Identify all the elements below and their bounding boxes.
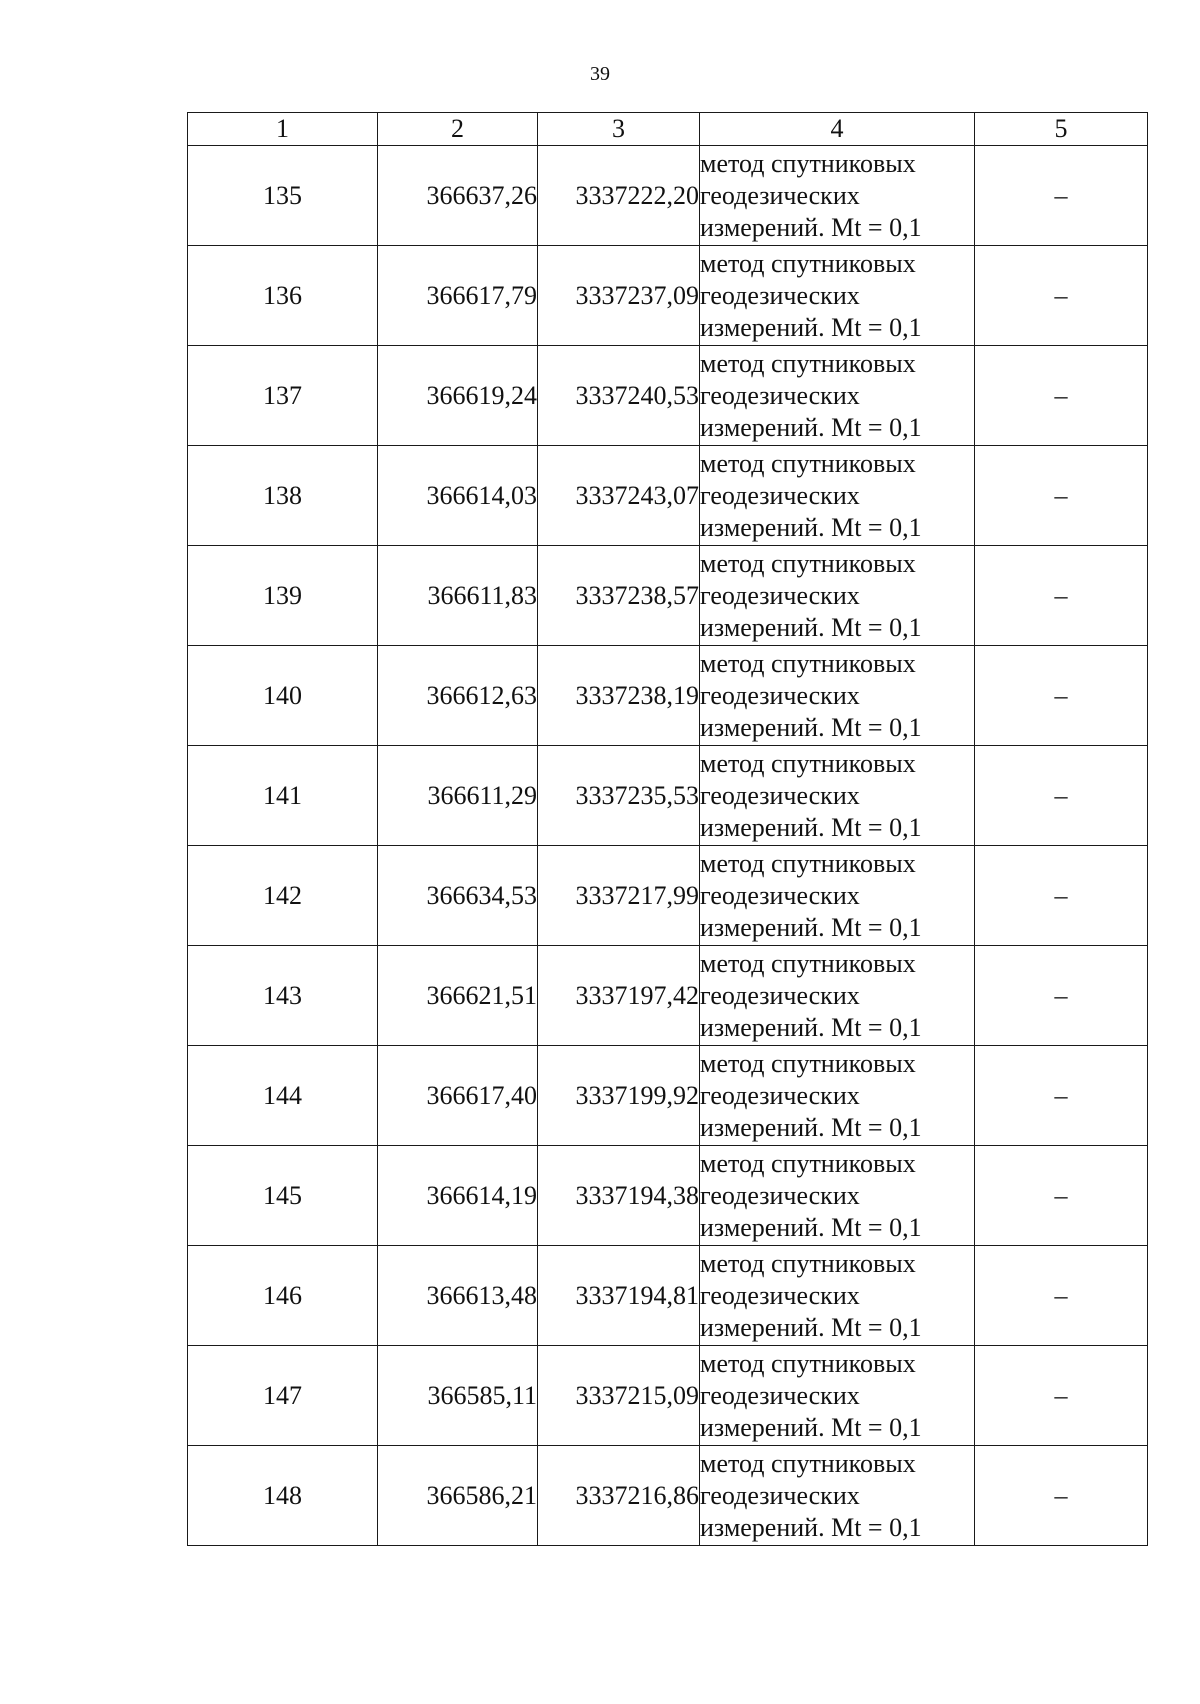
method-line: измерений. Mt = 0,1	[700, 912, 922, 942]
method-line: измерений. Mt = 0,1	[700, 412, 922, 442]
note-cell: –	[975, 1246, 1148, 1346]
method-cell	[700, 846, 975, 946]
note-cell: –	[975, 946, 1148, 1046]
method-line: геодезических	[700, 380, 860, 410]
table-row	[188, 1346, 1148, 1446]
x-coordinate-cell: 366611,29	[378, 746, 538, 846]
point-number-cell: 148	[188, 1446, 378, 1546]
table-row	[188, 1046, 1148, 1146]
x-coordinate-cell: 366619,24	[378, 346, 538, 446]
method-line: геодезических	[700, 580, 860, 610]
method-line: метод спутниковых	[700, 148, 916, 178]
method-line: измерений. Mt = 0,1	[700, 212, 922, 242]
point-number-cell: 146	[188, 1246, 378, 1346]
method-line: геодезических	[700, 1280, 860, 1310]
column-header-5: 5	[975, 113, 1148, 146]
note-cell: –	[975, 1046, 1148, 1146]
point-number-cell: 147	[188, 1346, 378, 1446]
method-line: геодезических	[700, 480, 860, 510]
method-line: измерений. Mt = 0,1	[700, 612, 922, 642]
method-line: метод спутниковых	[700, 748, 916, 778]
column-header-4: 4	[700, 113, 975, 146]
table-row	[188, 746, 1148, 846]
y-coordinate-cell: 3337194,38	[538, 1146, 700, 1246]
method-line: метод спутниковых	[700, 1048, 916, 1078]
note-cell: –	[975, 646, 1148, 746]
method-line: измерений. Mt = 0,1	[700, 1112, 922, 1142]
table-row	[188, 546, 1148, 646]
x-coordinate-cell: 366617,40	[378, 1046, 538, 1146]
method-cell	[700, 646, 975, 746]
method-cell	[700, 1446, 975, 1546]
x-coordinate-cell: 366613,48	[378, 1246, 538, 1346]
point-number-cell: 142	[188, 846, 378, 946]
page-number: 39	[590, 63, 610, 85]
note-cell: –	[975, 346, 1148, 446]
method-line: геодезических	[700, 1180, 860, 1210]
table-row	[188, 1446, 1148, 1546]
x-coordinate-cell: 366621,51	[378, 946, 538, 1046]
y-coordinate-cell: 3337216,86	[538, 1446, 700, 1546]
x-coordinate-cell: 366614,19	[378, 1146, 538, 1246]
method-cell	[700, 446, 975, 546]
coordinates-table	[187, 112, 1148, 1546]
method-line: метод спутниковых	[700, 1348, 916, 1378]
method-line: метод спутниковых	[700, 1148, 916, 1178]
point-number-cell: 143	[188, 946, 378, 1046]
method-line: измерений. Mt = 0,1	[700, 1412, 922, 1442]
table-row	[188, 246, 1148, 346]
method-cell	[700, 546, 975, 646]
table-row	[188, 846, 1148, 946]
x-coordinate-cell: 366612,63	[378, 646, 538, 746]
method-cell	[700, 1046, 975, 1146]
method-line: измерений. Mt = 0,1	[700, 812, 922, 842]
note-cell: –	[975, 246, 1148, 346]
method-cell	[700, 1246, 975, 1346]
method-line: геодезических	[700, 1080, 860, 1110]
method-line: метод спутниковых	[700, 1248, 916, 1278]
note-cell: –	[975, 146, 1148, 246]
x-coordinate-cell: 366614,03	[378, 446, 538, 546]
y-coordinate-cell: 3337197,42	[538, 946, 700, 1046]
method-line: измерений. Mt = 0,1	[700, 1312, 922, 1342]
y-coordinate-cell: 3337238,57	[538, 546, 700, 646]
table-row	[188, 146, 1148, 246]
table-row	[188, 646, 1148, 746]
point-number-cell: 137	[188, 346, 378, 446]
y-coordinate-cell: 3337237,09	[538, 246, 700, 346]
note-cell: –	[975, 1146, 1148, 1246]
y-coordinate-cell: 3337217,99	[538, 846, 700, 946]
point-number-cell: 136	[188, 246, 378, 346]
column-header-3: 3	[538, 113, 700, 146]
method-line: измерений. Mt = 0,1	[700, 312, 922, 342]
method-line: метод спутниковых	[700, 648, 916, 678]
table-row	[188, 446, 1148, 546]
note-cell: –	[975, 1446, 1148, 1546]
y-coordinate-cell: 3337235,53	[538, 746, 700, 846]
point-number-cell: 145	[188, 1146, 378, 1246]
method-line: измерений. Mt = 0,1	[700, 1012, 922, 1042]
column-header-1: 1	[188, 113, 378, 146]
method-cell	[700, 1346, 975, 1446]
table-row	[188, 346, 1148, 446]
method-line: измерений. Mt = 0,1	[700, 1512, 922, 1542]
method-cell	[700, 1146, 975, 1246]
method-cell	[700, 346, 975, 446]
point-number-cell: 138	[188, 446, 378, 546]
method-line: измерений. Mt = 0,1	[700, 712, 922, 742]
column-header-2: 2	[378, 113, 538, 146]
method-line: метод спутниковых	[700, 948, 916, 978]
note-cell: –	[975, 746, 1148, 846]
method-line: метод спутниковых	[700, 448, 916, 478]
method-line: геодезических	[700, 880, 860, 910]
y-coordinate-cell: 3337215,09	[538, 1346, 700, 1446]
method-line: геодезических	[700, 180, 860, 210]
method-line: метод спутниковых	[700, 248, 916, 278]
y-coordinate-cell: 3337222,20	[538, 146, 700, 246]
table-header-row	[188, 113, 1148, 146]
x-coordinate-cell: 366617,79	[378, 246, 538, 346]
y-coordinate-cell: 3337243,07	[538, 446, 700, 546]
method-line: геодезических	[700, 280, 860, 310]
x-coordinate-cell: 366611,83	[378, 546, 538, 646]
method-line: измерений. Mt = 0,1	[700, 1212, 922, 1242]
method-cell	[700, 146, 975, 246]
table-row	[188, 1146, 1148, 1246]
point-number-cell: 144	[188, 1046, 378, 1146]
x-coordinate-cell: 366637,26	[378, 146, 538, 246]
table-row	[188, 946, 1148, 1046]
point-number-cell: 135	[188, 146, 378, 246]
method-line: геодезических	[700, 780, 860, 810]
x-coordinate-cell: 366586,21	[378, 1446, 538, 1546]
method-line: метод спутниковых	[700, 348, 916, 378]
table-row	[188, 1246, 1148, 1346]
method-cell	[700, 246, 975, 346]
method-line: геодезических	[700, 980, 860, 1010]
x-coordinate-cell: 366585,11	[378, 1346, 538, 1446]
method-line: геодезических	[700, 1380, 860, 1410]
point-number-cell: 140	[188, 646, 378, 746]
method-line: метод спутниковых	[700, 1448, 916, 1478]
y-coordinate-cell: 3337194,81	[538, 1246, 700, 1346]
table-body	[188, 146, 1148, 1546]
y-coordinate-cell: 3337238,19	[538, 646, 700, 746]
method-line: измерений. Mt = 0,1	[700, 512, 922, 542]
method-line: геодезических	[700, 680, 860, 710]
method-line: геодезических	[700, 1480, 860, 1510]
point-number-cell: 141	[188, 746, 378, 846]
note-cell: –	[975, 546, 1148, 646]
method-cell	[700, 746, 975, 846]
method-cell	[700, 946, 975, 1046]
x-coordinate-cell: 366634,53	[378, 846, 538, 946]
method-line: метод спутниковых	[700, 848, 916, 878]
note-cell: –	[975, 846, 1148, 946]
y-coordinate-cell: 3337240,53	[538, 346, 700, 446]
note-cell: –	[975, 1346, 1148, 1446]
point-number-cell: 139	[188, 546, 378, 646]
method-line: метод спутниковых	[700, 548, 916, 578]
note-cell: –	[975, 446, 1148, 546]
y-coordinate-cell: 3337199,92	[538, 1046, 700, 1146]
